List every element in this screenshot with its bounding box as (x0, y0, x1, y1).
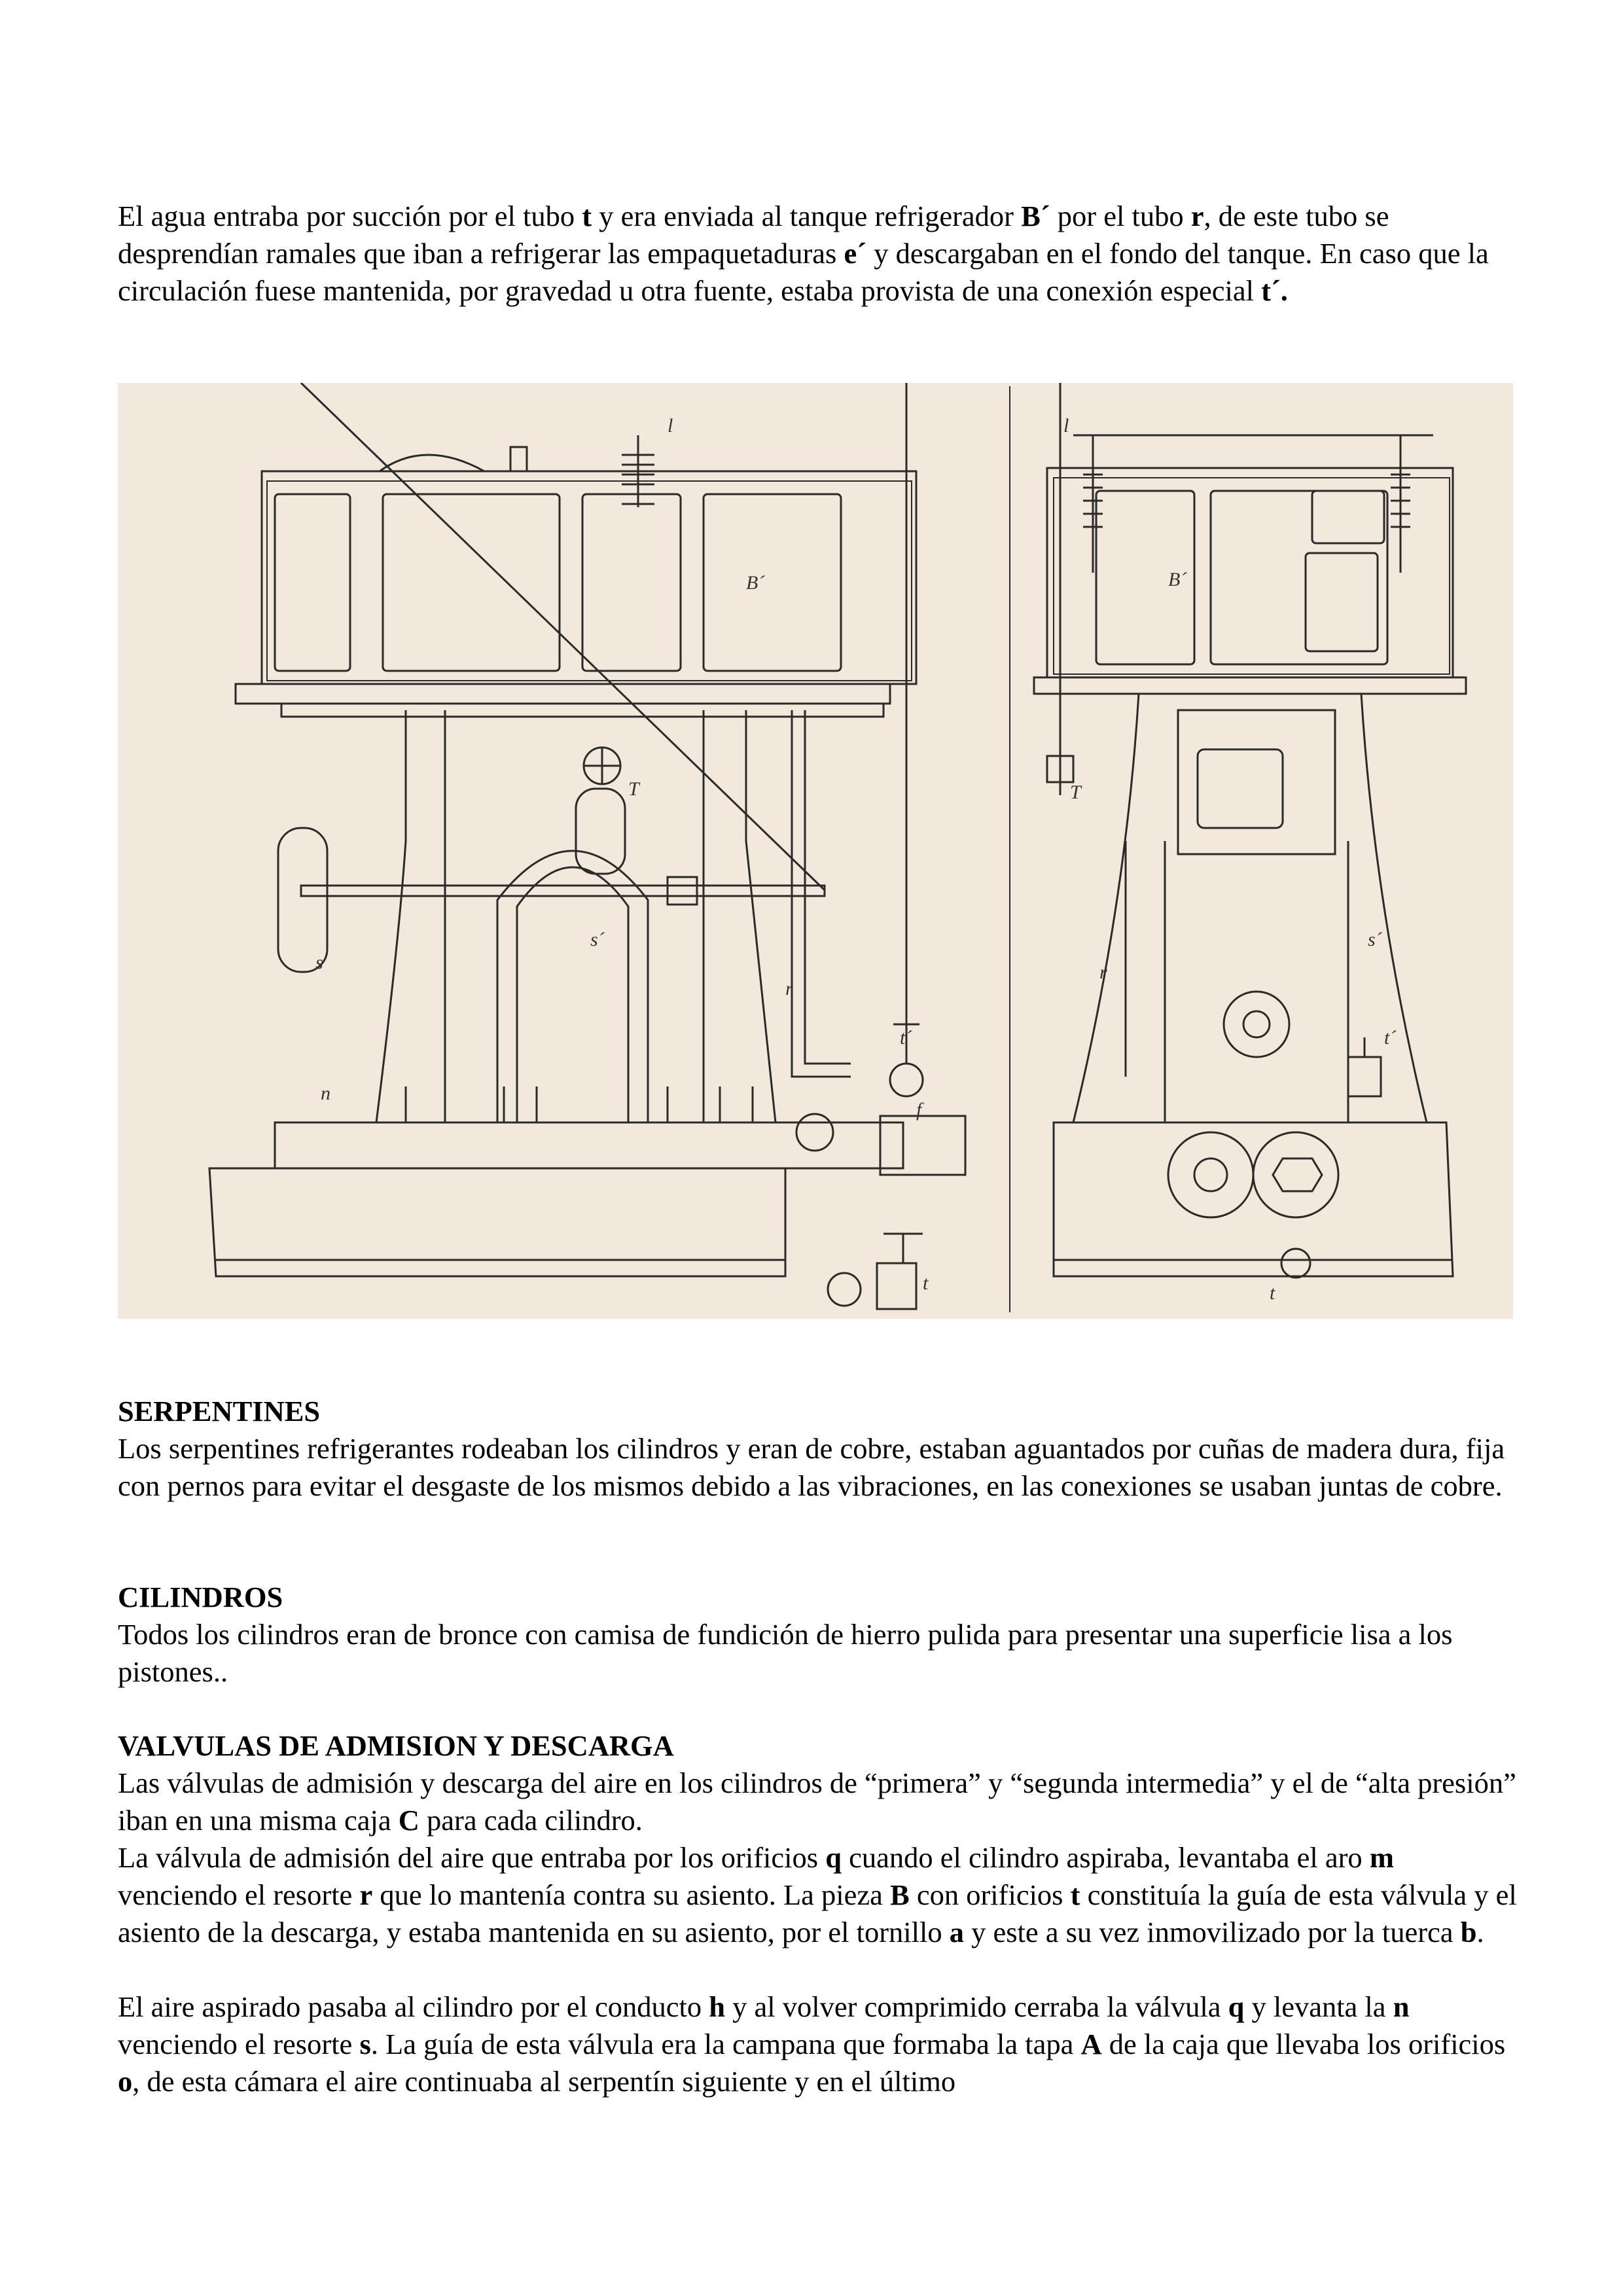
bold-term: m (1369, 1841, 1394, 1874)
bold-term: t´. (1261, 274, 1288, 307)
bold-term: t (1070, 1878, 1080, 1911)
compressor-drawing (118, 383, 1513, 1319)
valvulas-paragraph-2 (118, 1839, 1518, 1951)
text-run: cuando el cilindro aspiraba, levantaba el aro (841, 1841, 1370, 1874)
bold-term: b (1460, 1916, 1477, 1948)
compressor-engraving-figure (118, 383, 1513, 1319)
label-t-right: T (1070, 781, 1081, 803)
label-t1-right: t´ (1384, 1027, 1397, 1049)
text-run: . La guía de esta válvula era la campana que formaba la tapa (370, 2028, 1081, 2060)
bold-term: q (825, 1841, 842, 1874)
bold-term: r (359, 1878, 373, 1911)
text-run: venciendo el resorte (118, 2028, 360, 2060)
text-run: venciendo el resorte (118, 1878, 360, 1911)
label-r-right: r (1099, 961, 1107, 983)
bold-term: t (582, 200, 592, 232)
label-l-right: l (1063, 415, 1069, 437)
label-n-left: n (321, 1083, 330, 1104)
bold-term: B (890, 1878, 910, 1911)
text-run: y este a su vez inmovilizado por la tuerca (963, 1916, 1461, 1948)
section-heading-valvulas: VALVULAS DE ADMISION Y DESCARGA (118, 1729, 674, 1762)
valvulas-paragraph-3 (118, 1988, 1518, 2100)
text-run: y descargaban en el fondo del tanque. En caso que la circulación fuese mantenida, por gravedad u otra fuente, estaba provista de una conexión especial (118, 237, 1489, 307)
intro-paragraph (118, 198, 1518, 310)
text-run: con orificios (909, 1878, 1071, 1911)
label-t-left: T (628, 778, 639, 800)
label-t-left-bottom: t (923, 1272, 929, 1294)
text-run: y levanta la (1244, 1990, 1393, 2023)
label-r-left: r (785, 978, 793, 999)
bold-term: r (1190, 200, 1204, 232)
text-run: Las válvulas de admisión y descarga del aire en los cilindros de “primera” y “segunda intermedia” y el de “alta presión” iban en una misma caja (118, 1767, 1516, 1837)
text-run: de la caja que llevaba los orificios (1101, 2028, 1506, 2060)
label-b-right: B´ (1168, 569, 1187, 590)
text-run: , de este tubo se desprendían ramales que iban a refrigerar las empaquetaduras (118, 200, 1389, 270)
bold-term: A (1080, 2028, 1102, 2060)
text-run: por el tubo (1050, 200, 1191, 232)
bold-term: o (118, 2065, 133, 2098)
text-run: . (1476, 1916, 1484, 1948)
text-run: que lo mantenía contra su asiento. La pieza (372, 1878, 891, 1911)
text-run: para cada cilindro. (419, 1804, 643, 1837)
bold-term: h (709, 1990, 726, 2023)
bold-term: n (1393, 1990, 1410, 2023)
bold-term: q (1228, 1990, 1245, 2023)
label-s2-left: s´ (590, 929, 605, 950)
bold-term: a (949, 1916, 964, 1948)
text-run: El aire aspirado pasaba al cilindro por el conducto (118, 1990, 709, 2023)
label-b-left: B´ (746, 572, 765, 594)
label-t1-left: t´ (900, 1027, 912, 1049)
bold-term: e´ (844, 237, 867, 270)
label-t-right-bottom: t (1270, 1282, 1275, 1304)
label-s-right: s´ (1368, 929, 1382, 950)
label-f-left: f (916, 1099, 922, 1121)
label-s-left: s (315, 952, 323, 973)
text-run: y al volver comprimido cerraba la válvula (725, 1990, 1228, 2023)
text-run: , de esta cámara el aire continuaba al serpentín siguiente y en el último (132, 2065, 956, 2098)
text-run: El agua entraba por succión por el tubo (118, 200, 582, 232)
bold-term: B´ (1021, 200, 1050, 232)
serpentines-paragraph: Los serpentines refrigerantes rodeaban los cilindros y eran de cobre, estaban aguantados por cuñas de madera dura, fija con pernos para evitar el desgaste de los mismos debido a las vibraciones, en las conexiones se usaban juntas de cobre. (118, 1432, 1505, 1502)
text-run: La válvula de admisión del aire que entraba por los orificios (118, 1841, 826, 1874)
text-run: constituía la guía de esta válvula y el asiento de la descarga, y estaba mantenida en su asiento, por el tornillo (118, 1878, 1517, 1948)
section-heading-cilindros: CILINDROS (118, 1581, 283, 1613)
bold-term: C (398, 1804, 419, 1837)
text-run: y era enviada al tanque refrigerador (592, 200, 1022, 232)
valvulas-paragraph-1 (118, 1765, 1518, 1839)
label-l-left: l (668, 415, 673, 437)
bold-term: s (359, 2028, 371, 2060)
section-heading-serpentines: SERPENTINES (118, 1395, 321, 1427)
cilindros-paragraph: Todos los cilindros eran de bronce con camisa de fundición de hierro pulida para presentar una superficie lisa a los pistones.. (118, 1618, 1453, 1688)
